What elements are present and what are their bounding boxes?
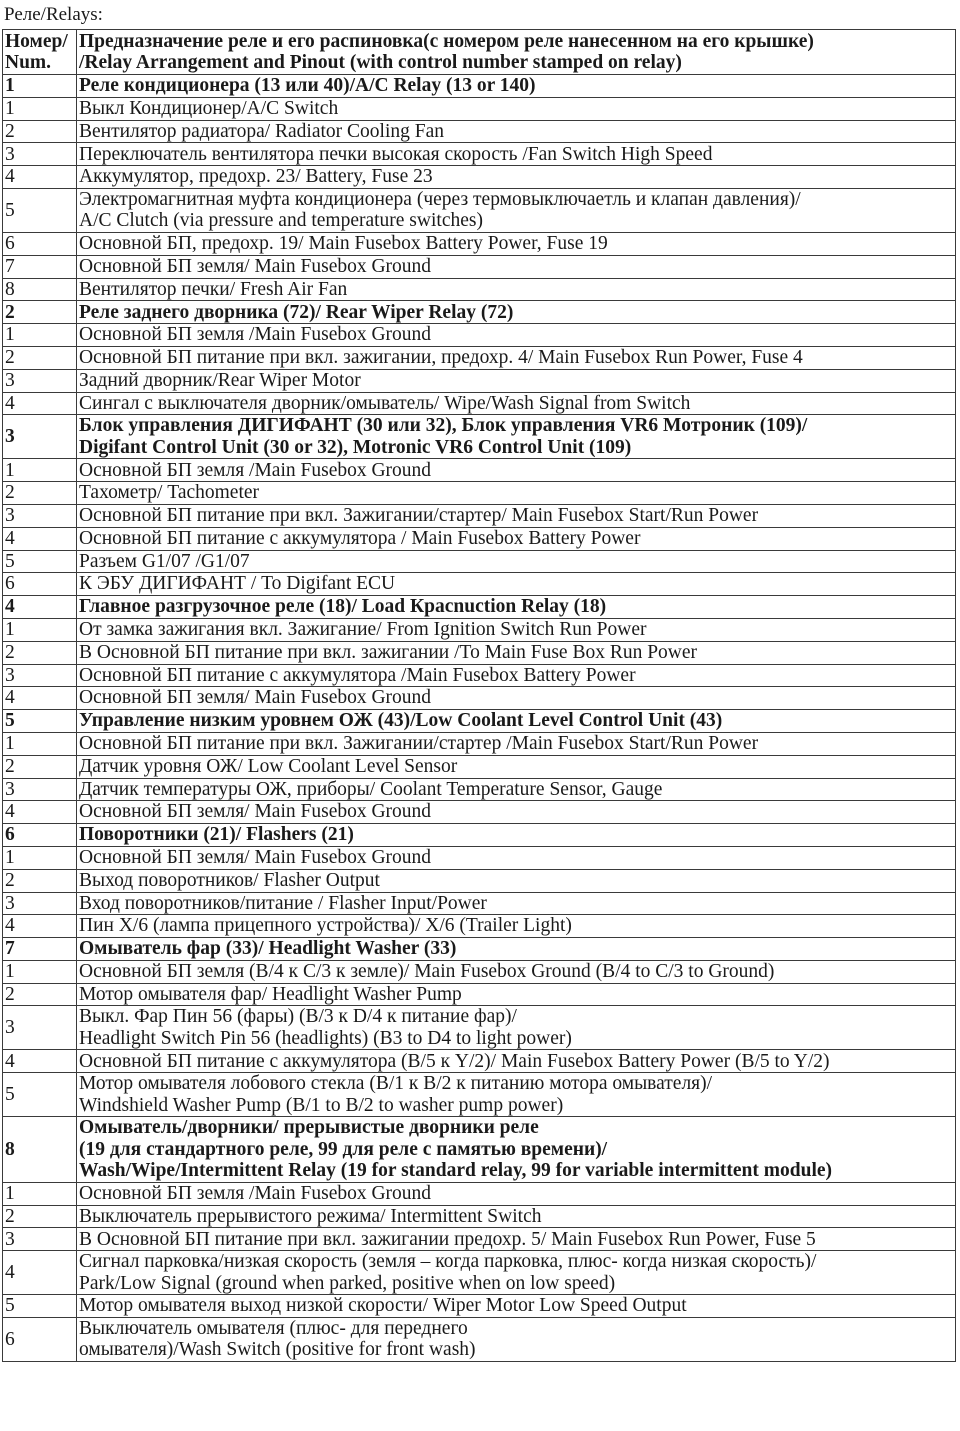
relay-title: Омыватель/дворники/ прерывистые дворники реле (19 для стандартного реле, 99 для реле с памятью времени)/ Wash/Wipe/Intermittent Relay (19 for standard relay, 99 for variable intermittent module) [77,1117,956,1183]
pin-number: 1 [3,324,77,347]
relay-group-row [3,301,956,324]
pin-description: Мотор омывателя выход низкой скорости/ Wiper Motor Low Speed Output [77,1295,956,1318]
pin-number: 4 [3,166,77,189]
pin-description: Вентилятор печки/ Fresh Air Fan [77,278,956,301]
pin-number: 4 [3,687,77,710]
pin-description: Выкл Кондиционер/A/C Switch [77,97,956,120]
pin-description: Вход поворотников/питание / Flasher Input/Power [77,892,956,915]
pin-row [3,1182,956,1205]
pin-row [3,664,956,687]
pin-description: Основной БП питание с аккумулятора /Main Fusebox Battery Power [77,664,956,687]
pin-description: Пин X/6 (лампа прицепного устройства)/ X/6 (Trailer Light) [77,915,956,938]
pin-description: Тахометр/ Tachometer [77,482,956,505]
relay-title: Главное разгрузочное реле (18)/ Load Красnuction Relay (18) [77,596,956,619]
pin-row [3,527,956,550]
pin-number: 1 [3,732,77,755]
relay-group-row [3,415,956,459]
pin-number: 4 [3,1251,77,1295]
relay-number: 3 [3,415,77,459]
relay-group-row [3,1117,956,1183]
num-header-line-2: Num. [5,52,52,73]
pin-description: Основной БП питание с аккумулятора / Main Fusebox Battery Power [77,527,956,550]
relay-title: Реле кондиционера (13 или 40)/A/C Relay (13 or 140) [77,75,956,98]
relay-number: 5 [3,710,77,733]
pin-number: 2 [3,641,77,664]
pin-row [3,983,956,1006]
pin-number: 3 [3,1006,77,1050]
pin-number: 1 [3,960,77,983]
pin-number: 3 [3,664,77,687]
relays-table-body [3,75,956,1362]
pin-number: 2 [3,869,77,892]
pin-description: Выкл. Фар Пин 56 (фары) (B/3 к D/4 к питание фар)/ Headlight Switch Pin 56 (headlights) (B3 to D4 to light power) [77,1006,956,1050]
pin-description: Задний дворник/Rear Wiper Motor [77,369,956,392]
relay-title: Омыватель фар (33)/ Headlight Washer (33) [77,938,956,961]
pin-description: Основной БП земля /Main Fusebox Ground [77,1182,956,1205]
pin-row [3,504,956,527]
pin-description: Основной БП питание при вкл. Зажигании/стартер /Main Fusebox Start/Run Power [77,732,956,755]
relay-group-row [3,75,956,98]
relay-number: 6 [3,824,77,847]
pin-description: Основной БП питание при вкл. Зажигании/стартер/ Main Fusebox Start/Run Power [77,504,956,527]
pin-description: Аккумулятор, предохр. 23/ Battery, Fuse 23 [77,166,956,189]
pin-row [3,1050,956,1073]
pin-number: 1 [3,846,77,869]
pin-row [3,1228,956,1251]
pin-number: 6 [3,232,77,255]
pin-row [3,392,956,415]
pin-number: 5 [3,550,77,573]
pin-number: 3 [3,1228,77,1251]
pin-description: Выключатель прерывистого режима/ Intermittent Switch [77,1205,956,1228]
pin-row [3,1295,956,1318]
pin-number: 6 [3,1317,77,1361]
relay-title: Управление низким уровнем ОЖ (43)/Low Coolant Level Control Unit (43) [77,710,956,733]
relay-group-row [3,824,956,847]
pin-number: 1 [3,1182,77,1205]
pin-row [3,960,956,983]
pin-row [3,188,956,232]
pin-description: Разъем G1/07 /G1/07 [77,550,956,573]
pin-number: 2 [3,482,77,505]
pin-number: 6 [3,573,77,596]
pin-row [3,278,956,301]
pin-row [3,618,956,641]
pin-number: 2 [3,755,77,778]
pin-number: 3 [3,369,77,392]
relay-title: Поворотники (21)/ Flashers (21) [77,824,956,847]
pin-row [3,232,956,255]
pin-description: Выключатель омывателя (плюс- для переднего омывателя)/Wash Switch (positive for front wash) [77,1317,956,1361]
pin-row [3,459,956,482]
pin-description: Основной БП питание при вкл. зажигании, предохр. 4/ Main Fusebox Run Power, Fuse 4 [77,346,956,369]
pin-description: Основной БП питание с аккумулятора (B/5 к Y/2)/ Main Fusebox Battery Power (B/5 to Y/2) [77,1050,956,1073]
pin-number: 2 [3,1205,77,1228]
pin-row [3,346,956,369]
pin-number: 1 [3,97,77,120]
pin-row [3,1073,956,1117]
table-header-row [3,30,956,75]
relay-title: Реле заднего дворника (72)/ Rear Wiper Relay (72) [77,301,956,324]
pin-description: Основной БП земля/ Main Fusebox Ground [77,255,956,278]
pin-description: Сингал с выключателя дворник/омыватель/ Wipe/Wash Signal from Switch [77,392,956,415]
pin-number: 4 [3,392,77,415]
relay-number: 8 [3,1117,77,1183]
desc-header-line-2: /Relay Arrangement and Pinout (with control number stamped on relay) [79,52,682,73]
pin-number: 5 [3,1295,77,1318]
pin-description: Электромагнитная муфта кондиционера (через термовыключаетль и клапан давления)/ A/C Clutch (via pressure and temperature switches) [77,188,956,232]
relay-number: 7 [3,938,77,961]
pin-number: 4 [3,527,77,550]
pin-row [3,1317,956,1361]
pin-number: 1 [3,459,77,482]
pin-number: 2 [3,120,77,143]
pin-row [3,166,956,189]
pin-row [3,573,956,596]
pin-row [3,846,956,869]
pin-number: 5 [3,188,77,232]
pin-description: Основной БП земля/ Main Fusebox Ground [77,801,956,824]
pin-row [3,550,956,573]
relay-number: 2 [3,301,77,324]
pin-row [3,732,956,755]
pin-row [3,324,956,347]
pin-description: Основной БП земля/ Main Fusebox Ground [77,846,956,869]
pin-description: Основной БП земля (B/4 к C/3 к земле)/ Main Fusebox Ground (B/4 to C/3 to Ground) [77,960,956,983]
pin-row [3,120,956,143]
pin-number: 3 [3,892,77,915]
pin-description: Вентилятор радиатора/ Radiator Cooling Fan [77,120,956,143]
relay-group-row [3,596,956,619]
pin-number: 7 [3,255,77,278]
description-column-header [77,30,956,75]
pin-number: 3 [3,778,77,801]
relay-number: 4 [3,596,77,619]
desc-header-line-1: Предназначение реле и его распиновка(с номером реле нанесенном на его крышке) [79,31,814,52]
relay-title: Блок управления ДИГИФАНТ (30 или 32), Блок управления VR6 Мотроник (109)/ Digifant Control Unit (30 or 32), Motronic VR6 Control Unit (109) [77,415,956,459]
pin-description: Датчик уровня ОЖ/ Low Coolant Level Sensor [77,755,956,778]
pin-number: 3 [3,504,77,527]
pin-number: 4 [3,1050,77,1073]
pin-description: Датчик температуры ОЖ, приборы/ Coolant Temperature Sensor, Gauge [77,778,956,801]
pin-description: От замка зажигания вкл. Зажигание/ From Ignition Switch Run Power [77,618,956,641]
pin-number: 4 [3,801,77,824]
pin-number: 8 [3,278,77,301]
pin-description: В Основной БП питание при вкл. зажигании предохр. 5/ Main Fusebox Run Power, Fuse 5 [77,1228,956,1251]
pin-row [3,255,956,278]
pin-row [3,482,956,505]
pin-row [3,369,956,392]
pin-description: Мотор омывателя фар/ Headlight Washer Pump [77,983,956,1006]
pin-description: Основной БП земля /Main Fusebox Ground [77,324,956,347]
pin-row [3,778,956,801]
pin-number: 2 [3,983,77,1006]
pin-row [3,641,956,664]
relay-group-row [3,938,956,961]
pin-row [3,892,956,915]
pin-description: Мотор омывателя лобового стекла (B/1 к B/2 к питанию мотора омывателя)/ Windshield Washer Pump (B/1 to B/2 to washer pump power) [77,1073,956,1117]
relay-number: 1 [3,75,77,98]
pin-row [3,801,956,824]
pin-number: 4 [3,915,77,938]
num-header-line-1: Номер/ [5,31,68,52]
pin-description: Основной БП, предохр. 19/ Main Fusebox Battery Power, Fuse 19 [77,232,956,255]
pin-row [3,1205,956,1228]
pin-number: 1 [3,618,77,641]
relay-group-row [3,710,956,733]
pin-row [3,915,956,938]
pin-row [3,1251,956,1295]
pin-row [3,97,956,120]
pin-description: Основной БП земля/ Main Fusebox Ground [77,687,956,710]
pin-row [3,1006,956,1050]
pin-row [3,687,956,710]
pin-row [3,869,956,892]
pin-number: 5 [3,1073,77,1117]
pin-description: Сигнал парковка/низкая скорость (земля – когда парковка, плюс- когда низкая скорость)/ Park/Low Signal (ground when parked, positive when on low speed) [77,1251,956,1295]
pin-description: Основной БП земля /Main Fusebox Ground [77,459,956,482]
page-caption: Реле/Relays: [4,4,103,25]
pin-row [3,143,956,166]
pin-description: Переключатель вентилятора печки высокая скорость /Fan Switch High Speed [77,143,956,166]
relays-table [2,29,956,1362]
pin-row [3,755,956,778]
pin-number: 2 [3,346,77,369]
pin-number: 3 [3,143,77,166]
pin-description: В Основной БП питание при вкл. зажигании /To Main Fuse Box Run Power [77,641,956,664]
num-column-header [3,30,77,75]
pin-description: К ЭБУ ДИГИФАНТ / To Digifant ECU [77,573,956,596]
pin-description: Выход поворотников/ Flasher Output [77,869,956,892]
